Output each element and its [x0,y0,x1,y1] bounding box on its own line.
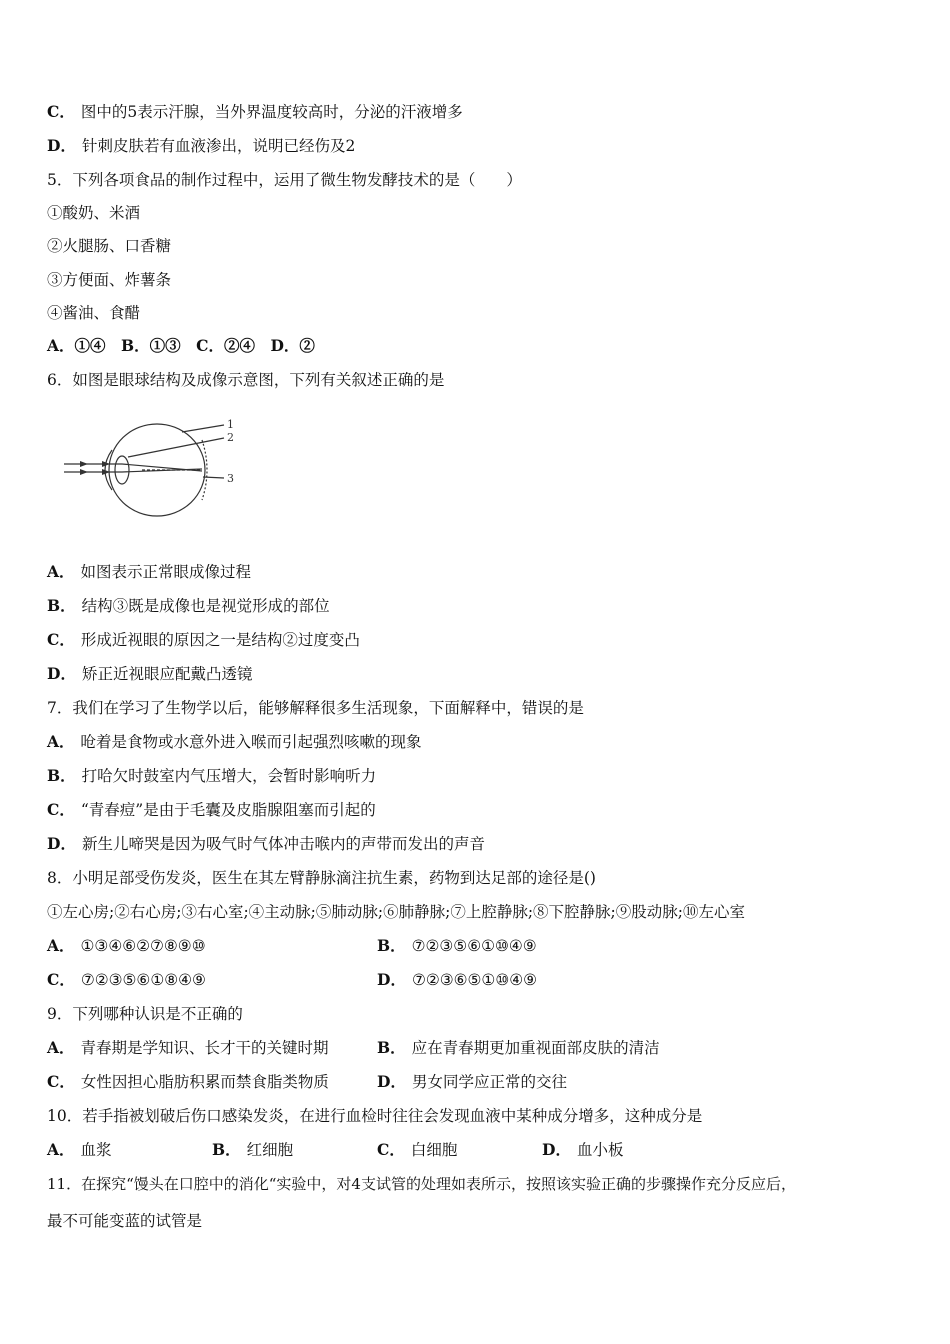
option-text: 呛着是食物或水意外进入喉而引起强烈咳嗽的现象 [80,733,422,751]
q6-stem: 6．如图是眼球结构及成像示意图，下列有关叙述正确的是 [47,371,445,389]
option-text: 打哈欠时鼓室内气压增大，会暂时影响听力 [81,767,377,785]
q6-option-a [47,562,251,582]
option-label: D． [377,970,406,989]
q9-option-b [377,1038,660,1058]
option-text: 白细胞 [410,1141,458,1159]
option-text: 针刺皮肤若有血液渗出，说明已经伤及2 [81,137,356,155]
option-text: 青春期是学知识、长才干的关键时期 [80,1039,329,1057]
q6-option-c [47,630,360,650]
option-label: D． [542,1140,571,1159]
option-text: 图中的5表示汗腺，当外界温度较高时，分泌的汗液增多 [80,103,463,121]
option-label: A． [47,936,75,955]
option-text: 新生儿啼哭是因为吸气时气体冲击喉内的声带而发出的声音 [81,835,485,853]
q10-option-d [542,1140,623,1160]
q8-items: ①左心房;②右心房;③右心室;④主动脉;⑤肺动脉;⑥肺静脉;⑦上腔静脉;⑧下腔静脉;⑨股动脉;⑩左心室 [47,903,746,921]
q9-stem: 9．下列哪种认识是不正确的 [47,1005,243,1023]
option-text: ⑦②③⑤⑥①⑧④⑨ [80,971,206,989]
q5-item-2: ②火腿肠、口香糖 [47,237,172,255]
option-text: ⑦②③⑤⑥①⑩④⑨ [411,937,537,955]
arrow-icon [80,461,88,467]
option-label: D． [47,834,76,853]
q6-option-d [47,664,252,684]
option-label: C． [47,1072,75,1091]
q7-option-d [47,834,485,854]
option-label: C． [47,630,75,649]
q10-option-a [47,1140,112,1160]
option-label: D． [377,1072,406,1091]
option-label: B． [47,596,76,615]
q9-option-c [47,1072,329,1092]
q8-stem: 8．小明足部受伤发炎，医生在其左臂静脉滴注抗生素，药物到达足部的途径是() [47,869,596,887]
option-label: D． [47,136,76,155]
q7-option-c [47,800,376,820]
q11-stem-line-1: 11．在探究“馒头在口腔中的消化“实验中，对4支试管的处理如表所示，按照该实验正确的步骤操作充分反应后， [47,1175,796,1193]
q7-stem: 7．我们在学习了生物学以后，能够解释很多生活现象，下面解释中，错误的是 [47,699,584,717]
option-text: ⑦②③⑥⑤①⑩④⑨ [411,971,538,989]
q8-option-d [377,970,537,990]
q5-item-4: ④酱油、食醋 [47,304,141,322]
option-label: B． [377,936,406,955]
option-text: 形成近视眼的原因之一是结构②过度变凸 [80,631,360,649]
q6-option-b [47,596,330,616]
figure-label-2: 2 [227,431,234,444]
option-label: A． [47,562,75,581]
option-text: 如图表示正常眼成像过程 [80,563,252,581]
q4-option-d [47,136,355,156]
option-label: B． [47,766,76,785]
option-label: B． [377,1038,406,1057]
option-text: 红细胞 [246,1141,294,1159]
option-label: D． [47,664,76,683]
q5-item-1: ①酸奶、米酒 [47,204,141,222]
option-label: A． [47,1038,75,1057]
q5-options: A．①④ B．①③ C．②④ D．② [47,336,315,355]
figure-label-3: 3 [227,472,234,485]
option-text: 血浆 [80,1141,112,1159]
q5-item-3: ③方便面、炸薯条 [47,271,172,289]
option-text: 男女同学应正常的交往 [411,1073,567,1091]
q8-option-b [377,936,537,956]
q9-option-a [47,1038,329,1058]
option-text: 结构③既是成像也是视觉形成的部位 [81,597,330,615]
option-text: ①③④⑥②⑦⑧⑨⑩ [80,937,206,955]
leader-line-1 [182,425,224,432]
q8-option-a [47,936,206,956]
option-label: C． [47,970,75,989]
option-text: 血小板 [576,1141,624,1159]
option-label: A． [47,1140,75,1159]
option-text: “青春痘”是由于毛囊及皮脂腺阻塞而引起的 [80,801,376,819]
q7-option-a [47,732,422,752]
q11-stem-line-2: 最不可能变蓝的试管是 [47,1212,203,1230]
option-text: 应在青春期更加重视面部皮肤的清洁 [411,1039,660,1057]
q9-option-d [377,1072,567,1092]
q5-stem: 5．下列各项食品的制作过程中，运用了微生物发酵技术的是（ ） [47,171,522,189]
arrow-icon [80,469,88,475]
q8-option-c [47,970,206,990]
q10-stem: 10．若手指被划破后伤口感染发炎，在进行血检时往往会发现血液中某种成分增多，这种成分是 [47,1107,703,1125]
option-label: C． [47,800,75,819]
leader-line-2 [128,438,224,457]
figure-label-1: 1 [227,418,234,431]
option-text: 女性因担心脂肪积累而禁食脂类物质 [80,1073,329,1091]
leader-line-3 [203,477,224,478]
lens [115,456,129,484]
q7-option-b [47,766,376,786]
option-label: C． [47,102,75,121]
option-label: B． [212,1140,241,1159]
option-label: C． [377,1140,405,1159]
q4-option-c [47,102,463,122]
q10-option-b [212,1140,293,1160]
option-label: A． [47,732,75,751]
q10-option-c [377,1140,457,1160]
option-text: 矫正近视眼应配戴凸透镜 [81,665,253,683]
eyeball-diagram [62,415,242,525]
